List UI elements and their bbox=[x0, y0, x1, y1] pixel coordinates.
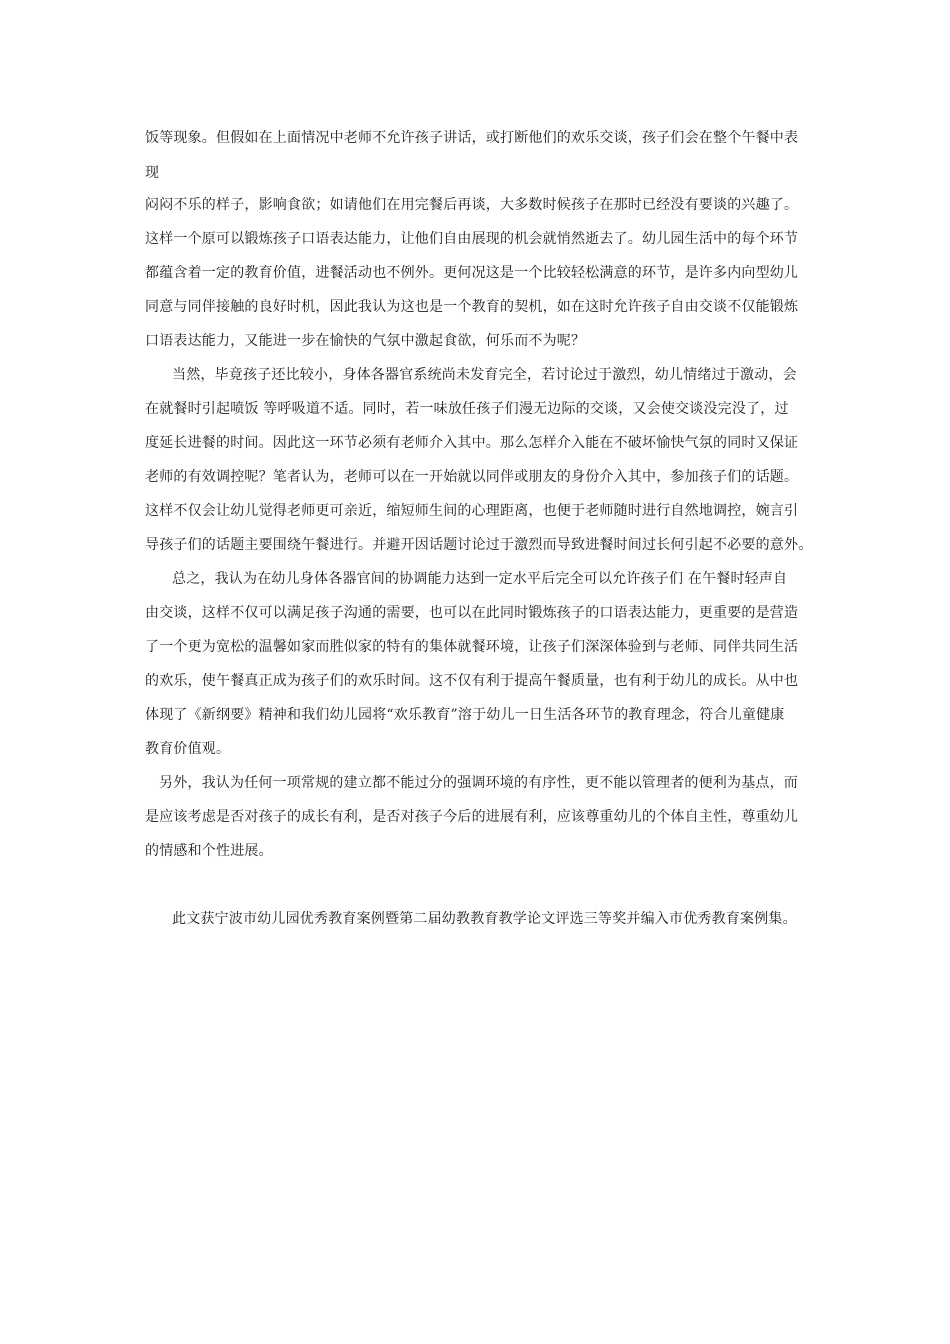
paragraph-line: 教育价值观。 bbox=[145, 741, 231, 757]
paragraph-line: 另外，我认为任何一项常规的建立都不能过分的强调环境的有序性，更不能以管理者的便利为基点，而 bbox=[159, 775, 798, 791]
paragraph-line: 体现了《新纲要》精神和我们幼儿园将“欢乐教育”溶于幼儿一日生活各环节的教育理念，符合儿童健康 bbox=[145, 707, 785, 723]
paragraph-line: 都蕴含着一定的教育价值，进餐活动也不例外。更何况这是一个比较轻松满意的环节，是许多内向型幼儿 bbox=[145, 265, 799, 281]
paragraph-line: 现 bbox=[145, 165, 160, 181]
paragraph-line: 是应该考虑是否对孩子的成长有利，是否对孩子今后的进展有利，应该尊重幼儿的个体自主性，尊重幼儿 bbox=[145, 809, 799, 825]
paragraph-line: 的欢乐，使午餐真正成为孩子们的欢乐时间。这不仅有利于提高午餐质量，也有利于幼儿的成长。从中也 bbox=[145, 673, 799, 689]
paragraph-line: 口语表达能力，又能进一步在愉快的气氛中激起食欲，何乐而不为呢？ bbox=[145, 333, 586, 349]
paragraph-line: 了一个更为宽松的温馨如家而胜似家的特有的集体就餐环境，让孩子们深深体验到与老师、同伴共同生活 bbox=[145, 639, 799, 655]
paragraph-line: 这样不仅会让幼儿觉得老师更可亲近，缩短师生间的心理距离，也便于老师随时进行自然地调控，婉言引 bbox=[145, 503, 799, 519]
paragraph-line: 的情感和个性进展。 bbox=[145, 843, 273, 859]
paragraph-line: 导孩子们的话题主要围绕午餐进行。并避开因话题讨论过于激烈而导致进餐时间过长何引起不必要的意外。 bbox=[145, 537, 813, 553]
paragraph-line: 这样一个原可以锻炼孩子口语表达能力，让他们自由展现的机会就悄然逝去了。幼儿园生活中的每个环节 bbox=[145, 231, 799, 247]
paragraph-line: 饭等现象。但假如在上面情况中老师不允许孩子讲话，或打断他们的欢乐交谈，孩子们会在整个午餐中表 bbox=[145, 130, 799, 146]
paragraph-line: 当然，毕竟孩子还比较小，身体各器官系统尚未发育完全，若讨论过于激烈，幼儿情绪过于激动，会 bbox=[172, 367, 797, 383]
paragraph-line: 度延长进餐的时间。因此这一环节必须有老师介入其中。那么怎样介入能在不破坏愉快气氛的同时又保证 bbox=[145, 435, 799, 451]
paragraph-line: 由交谈，这样不仅可以满足孩子沟通的需要，也可以在此同时锻炼孩子的口语表达能力，更重要的是营造 bbox=[145, 605, 799, 621]
award-note: 此文获宁波市幼儿园优秀教育案例暨第二届幼教教育教学论文评选三等奖并编入市优秀教育案例集。 bbox=[172, 911, 797, 927]
paragraph-line: 同意与同伴接触的良好时机，因此我认为这也是一个教育的契机，如在这时允许孩子自由交谈不仅能锻炼 bbox=[145, 299, 799, 315]
paragraph-line: 老师的有效调控呢？笔者认为，老师可以在一开始就以同伴或朋友的身份介入其中，参加孩子们的话题。 bbox=[145, 469, 799, 485]
paragraph-line: 在就餐时引起喷饭 等呼吸道不适。同时，若一味放任孩子们漫无边际的交谈，又会使交谈没完没了，过 bbox=[145, 401, 789, 417]
paragraph-line: 总之，我认为在幼儿身体各器官间的协调能力达到一定水平后完全可以允许孩子们 在午餐时轻声自 bbox=[172, 571, 788, 587]
paragraph-line: 闷闷不乐的样子，影响食欲；如请他们在用完餐后再谈，大多数时候孩子在那时已经没有要谈的兴趣了。 bbox=[145, 197, 799, 213]
